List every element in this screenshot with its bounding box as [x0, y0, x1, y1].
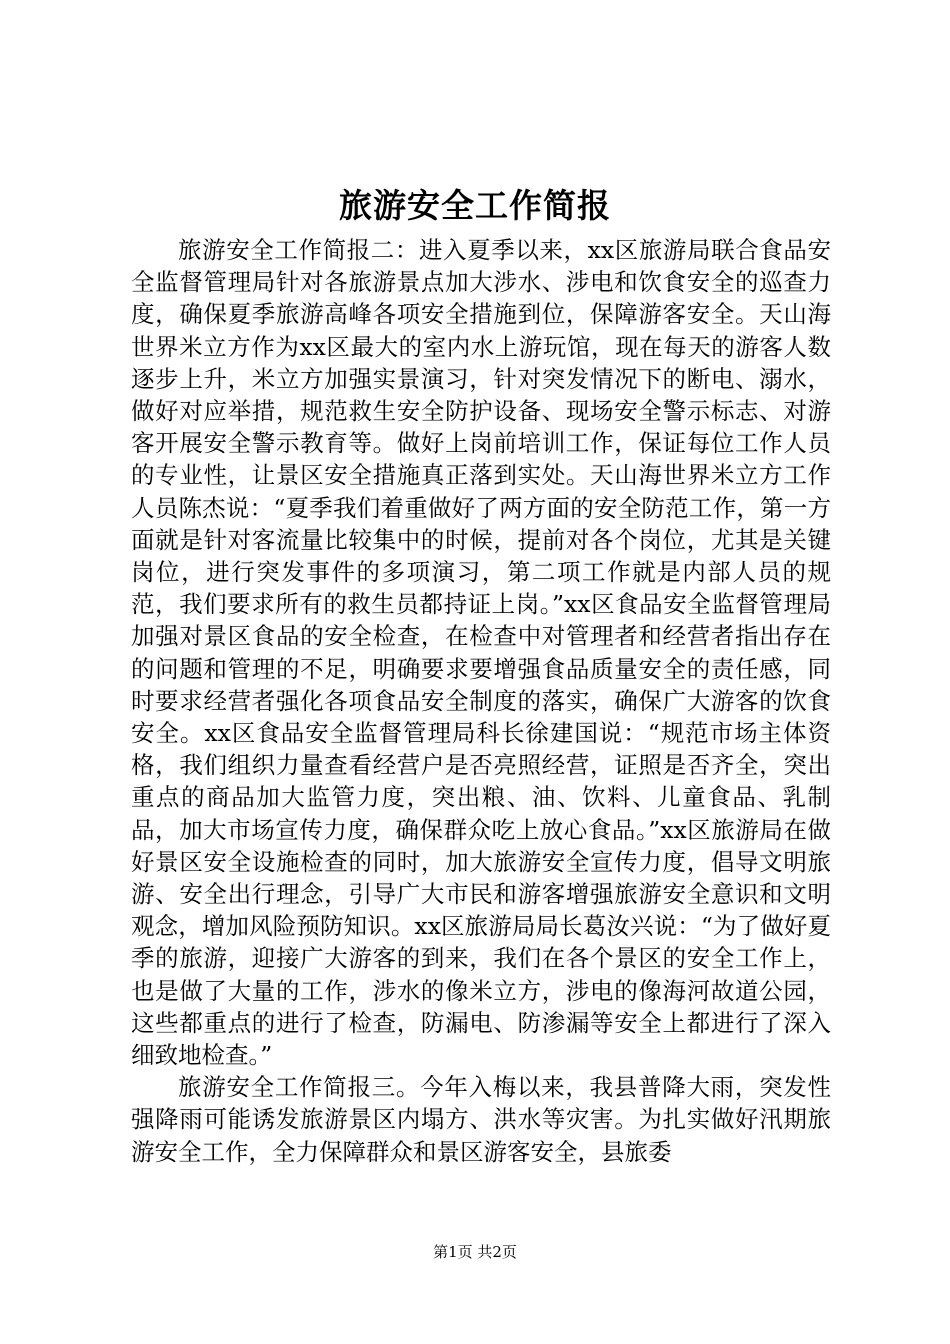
document-title: 旅游安全工作简报 [339, 186, 611, 225]
paragraph-2: 旅游安全工作简报三。今年入梅以来，我县普降大雨，突发性强降雨可能诱发旅游景区内塌方、洪水等灾害。为扎实做好汛期旅游安全工作，全力保障群众和景区游客安全，县旅委 [131, 1073, 831, 1166]
document-body [131, 234, 831, 1168]
page-footer: 第1页 共2页 [433, 1243, 517, 1261]
paragraph-1: 旅游安全工作简报二：进入夏季以来，xx区旅游局联合食品安全监督管理局针对各旅游景点加大涉水、涉电和饮食安全的巡查力度，确保夏季旅游高峰各项安全措施到位，保障游客安全。天山海世界米立方作为xx区最大的室内水上游玩馆，现在每天的游客人数逐步上升，米立方加强实景演习，针对突发情况下的断电、溺水，做好对应举措，规范救生安全防护设备、现场安全警示标志、对游客开展安全警示教育等。做好上岗前培训工作，保证每位工作人员的专业性，让景区安全措施真正落到实处。天山海世界米立方工作人员陈杰说：“夏季我们着重做好了两方面的安全防范工作，第一方面就是针对客流量比较集中的时候，提前对各个岗位，尤其是关键岗位，进行突发事件的多项演习，第二项工作就是内部人员的规范，我们要求所有的救生员都持证上岗。”xx区食品安全监督管理局加强对景区食品的安全检查，在检查中对管理者和经营者指出存在的问题和管理的不足，明确要求要增强食品质量安全的责任感，同时要求经营者强化各项食品安全制度的落实，确保广大游客的饮食安全。xx区食品安全监督管理局科长徐建国说：“规范市场主体资格，我们组织力量查看经营户是否亮照经营，证照是否齐全，突出重点的商品加大监管力度，突出粮、油、饮料、儿童食品、乳制品，加大市场宣传力度，确保群众吃上放心食品。”xx区旅游局在做好景区安全设施检查的同时，加大旅游安全宣传力度，倡导文明旅游、安全出行理念，引导广大市民和游客增强旅游安全意识和文明观念，增加风险预防知识。xx区旅游局局长葛汝兴说：“为了做好夏季的旅游，迎接广大游客的到来，我们在各个景区的安全工作上，也是做了大量的工作，涉水的像米立方，涉电的像海河故道公园，这些都重点的进行了检查，防漏电、防渗漏等安全上都进行了深入细致地检查。” [131, 236, 831, 1070]
